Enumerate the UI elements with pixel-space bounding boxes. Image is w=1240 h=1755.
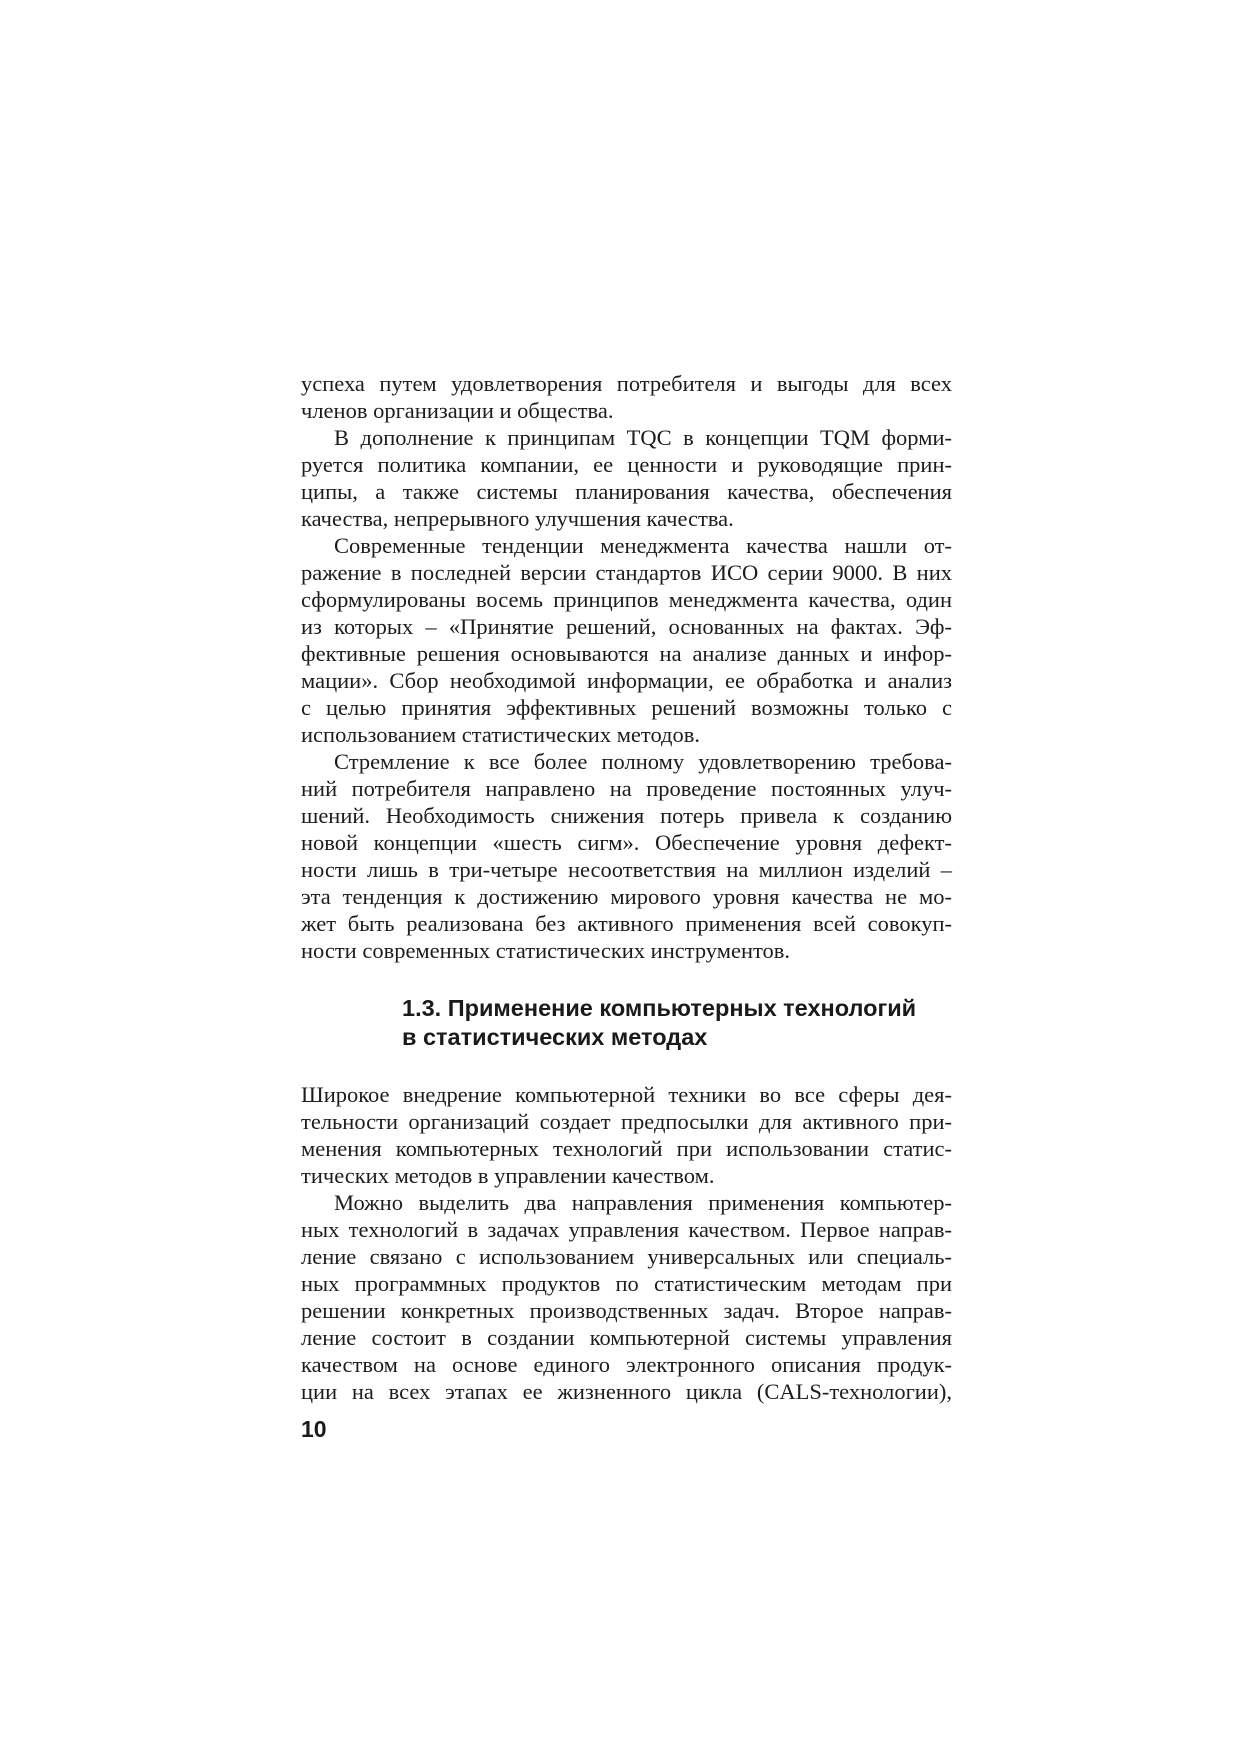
section-heading-line: 1.3. Применение компьютерных технологий xyxy=(402,995,917,1021)
text-line: ление состоит в создании компьютерной системы управления xyxy=(301,1325,952,1350)
text-line: жет быть реализована без активного применения всей совокуп- xyxy=(301,911,952,936)
text-line: новой концепции «шесть сигм». Обеспечение уровня дефект- xyxy=(301,830,952,855)
text-line: ных программных продуктов по статистическим методам при xyxy=(301,1271,952,1296)
text-line: ности современных статистических инструментов. xyxy=(301,938,791,963)
text-line: ции на всех этапах ее жизненного цикла (CALS-технологии), xyxy=(301,1379,952,1404)
paragraph-first-line: Стремление к все более полному удовлетворению требова- xyxy=(334,749,952,774)
text-line: сформулированы восемь принципов менеджмента качества, один xyxy=(301,587,952,612)
text-line: шений. Необходимость снижения потерь привела к созданию xyxy=(301,803,952,828)
text-line: ности лишь в три-четыре несоответствия на миллион изделий – xyxy=(301,857,952,882)
text-line: менения компьютерных технологий при использовании статис- xyxy=(301,1136,952,1161)
text-line: членов организации и общества. xyxy=(301,398,614,423)
text-line: фективные решения основываются на анализе данных и инфор- xyxy=(301,641,952,666)
text-line: эта тенденция к достижению мирового уровня качества не мо- xyxy=(301,884,952,909)
text-line: тельности организаций создает предпосылки для активного при- xyxy=(301,1109,952,1134)
text-line: успеха путем удовлетворения потребителя и выгоды для всех xyxy=(301,371,952,396)
text-line: качеством на основе единого электронного описания продук- xyxy=(301,1352,952,1377)
paragraph-first-line: Можно выделить два направления применения компьютер- xyxy=(334,1190,952,1215)
page-number: 10 xyxy=(301,1416,327,1442)
text-line: из которых – «Принятие решений, основанных на фактах. Эф- xyxy=(301,614,952,639)
text-line: ний потребителя направлено на проведение постоянных улуч- xyxy=(301,776,952,801)
section-heading-line: в статистических методах xyxy=(402,1024,708,1050)
paragraph-first-line: В дополнение к принципам TQC в концепции TQM форми- xyxy=(334,425,952,450)
text-line: ных технологий в задачах управления качеством. Первое направ- xyxy=(301,1217,952,1242)
text-line: руется политика компании, ее ценности и руководящие прин- xyxy=(301,452,952,477)
text-line: решении конкретных производственных задач. Второе направ- xyxy=(301,1298,952,1323)
paragraph-first-line: Современные тенденции менеджмента качества нашли от- xyxy=(334,533,952,558)
text-line: ципы, а также системы планирования качества, обеспечения xyxy=(301,479,952,504)
text-line: ление связано с использованием универсальных или специаль- xyxy=(301,1244,952,1269)
text-line: мации». Сбор необходимой информации, ее обработка и анализ xyxy=(301,668,952,693)
text-line: качества, непрерывного улучшения качества. xyxy=(301,506,734,531)
text-line: ражение в последней версии стандартов ИСО серии 9000. В них xyxy=(301,560,952,585)
text-line: использованием статистических методов. xyxy=(301,722,701,747)
text-line: с целью принятия эффективных решений возможны только с xyxy=(301,695,952,720)
text-line: Широкое внедрение компьютерной техники во все сферы дея- xyxy=(301,1082,952,1107)
text-line: тических методов в управлении качеством. xyxy=(301,1163,715,1188)
